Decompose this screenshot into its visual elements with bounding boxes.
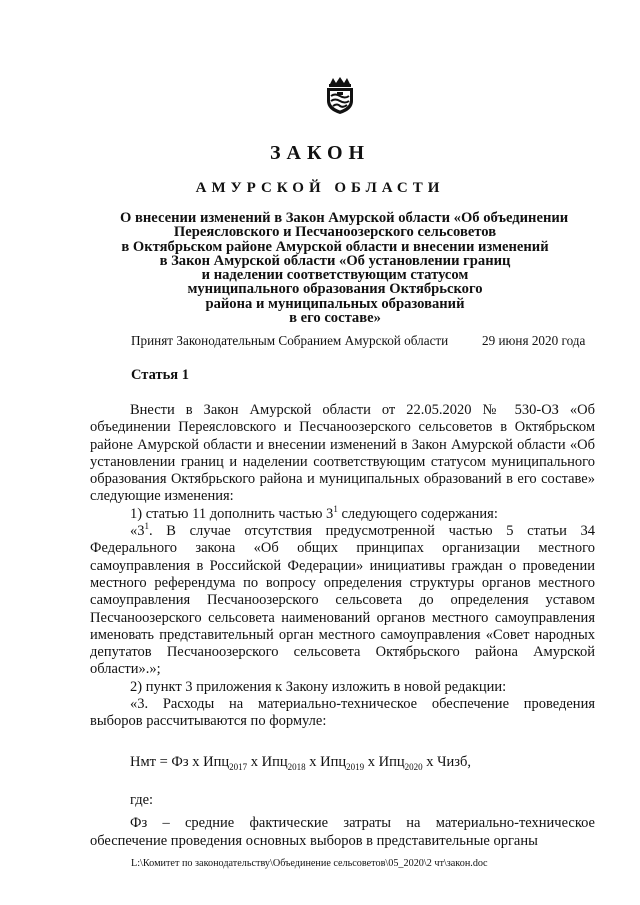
adoption-text: Принят Законодательным Собранием Амурской области xyxy=(131,333,449,348)
article-body xyxy=(90,402,595,850)
point-3-text: «3. Расходы на материально-техническое обеспечение проведения выборов рассчитываются по формуле: xyxy=(90,696,595,730)
amendment-quote: «$3^1$. В случае отсутствия предусмотренной частью 5 статьи 34 Федерального закона «Об общих принципах организации местного самоуправления в Российской Федерации» инициативы граждан о проведении местного референдума по вопросу определения структуры органов местного самоуправления Песчаноозерского сельсовета до определения уставом Песчаноозерского сельсовета наименований органов местного самоуправления именовать представительный орган местного самоуправления «Совет народных депутатов Песчаноозерского сельсовета Октябрьского района Амурской области».»; xyxy=(90,521,595,678)
region-title: АМУРСКОЙ ОБЛАСТИ xyxy=(195,180,445,196)
heading-line: в его составе» xyxy=(289,310,381,327)
fz-definition: Фз – средние фактические затраты на материально-техническое обеспечение проведения основных выборов в представительные органы xyxy=(90,815,595,849)
document-heading xyxy=(120,210,569,327)
article-intro: Внести в Закон Амурской области от 22.05.2020 № 530-ОЗ «Об объединении Переясловского и Песчаноозерского сельсоветов в Октябрьском районе Амурской области и внесении изменений в Закон Амурской области «Об установлении границ и наделении соответствующим статусом муниципального образования Октябрьского района и муниципальных образований в его составе» следующие изменения: xyxy=(90,402,595,505)
amendment-item-1: 1) статью 11 дополнить частью $3^1$ следующего содержания: xyxy=(130,503,498,522)
heading-line: муниципального образования Октябрьского xyxy=(187,281,483,298)
adoption-date: 29 июня 2020 года xyxy=(482,333,586,348)
heading-line: в Октябрьском районе Амурской области и внесении изменений xyxy=(121,238,549,255)
article-title: Статья 1 xyxy=(131,367,189,383)
formula-where: где: xyxy=(130,791,154,808)
heading-line: в Закон Амурской области «Об установлении границ xyxy=(159,252,511,269)
coat-of-arms-icon xyxy=(321,75,359,115)
heading-line: района и муниципальных образований xyxy=(205,295,465,312)
heading-line: О внесении изменений в Закон Амурской области «Об объединении xyxy=(120,210,569,226)
heading-line: и наделении соответствующим статусом xyxy=(201,267,469,284)
amendment-item-2: 2) пункт 3 приложения к Закону изложить в новой редакции: xyxy=(130,678,507,695)
file-path-footer: L:\Комитет по законодательству\Объединение сельсоветов\05_2020\2 чт\закон.doc xyxy=(131,858,488,869)
law-title: ЗАКОН xyxy=(269,142,371,164)
cost-formula: Нмт = Фз х Ипц$_{2017}$ х Ипц$_{2018}$ х Ипц$_{2019}$ х Ипц$_{2020}$ х Чизб, xyxy=(130,753,472,772)
heading-line: Переясловского и Песчаноозерского сельсоветов xyxy=(173,224,497,241)
